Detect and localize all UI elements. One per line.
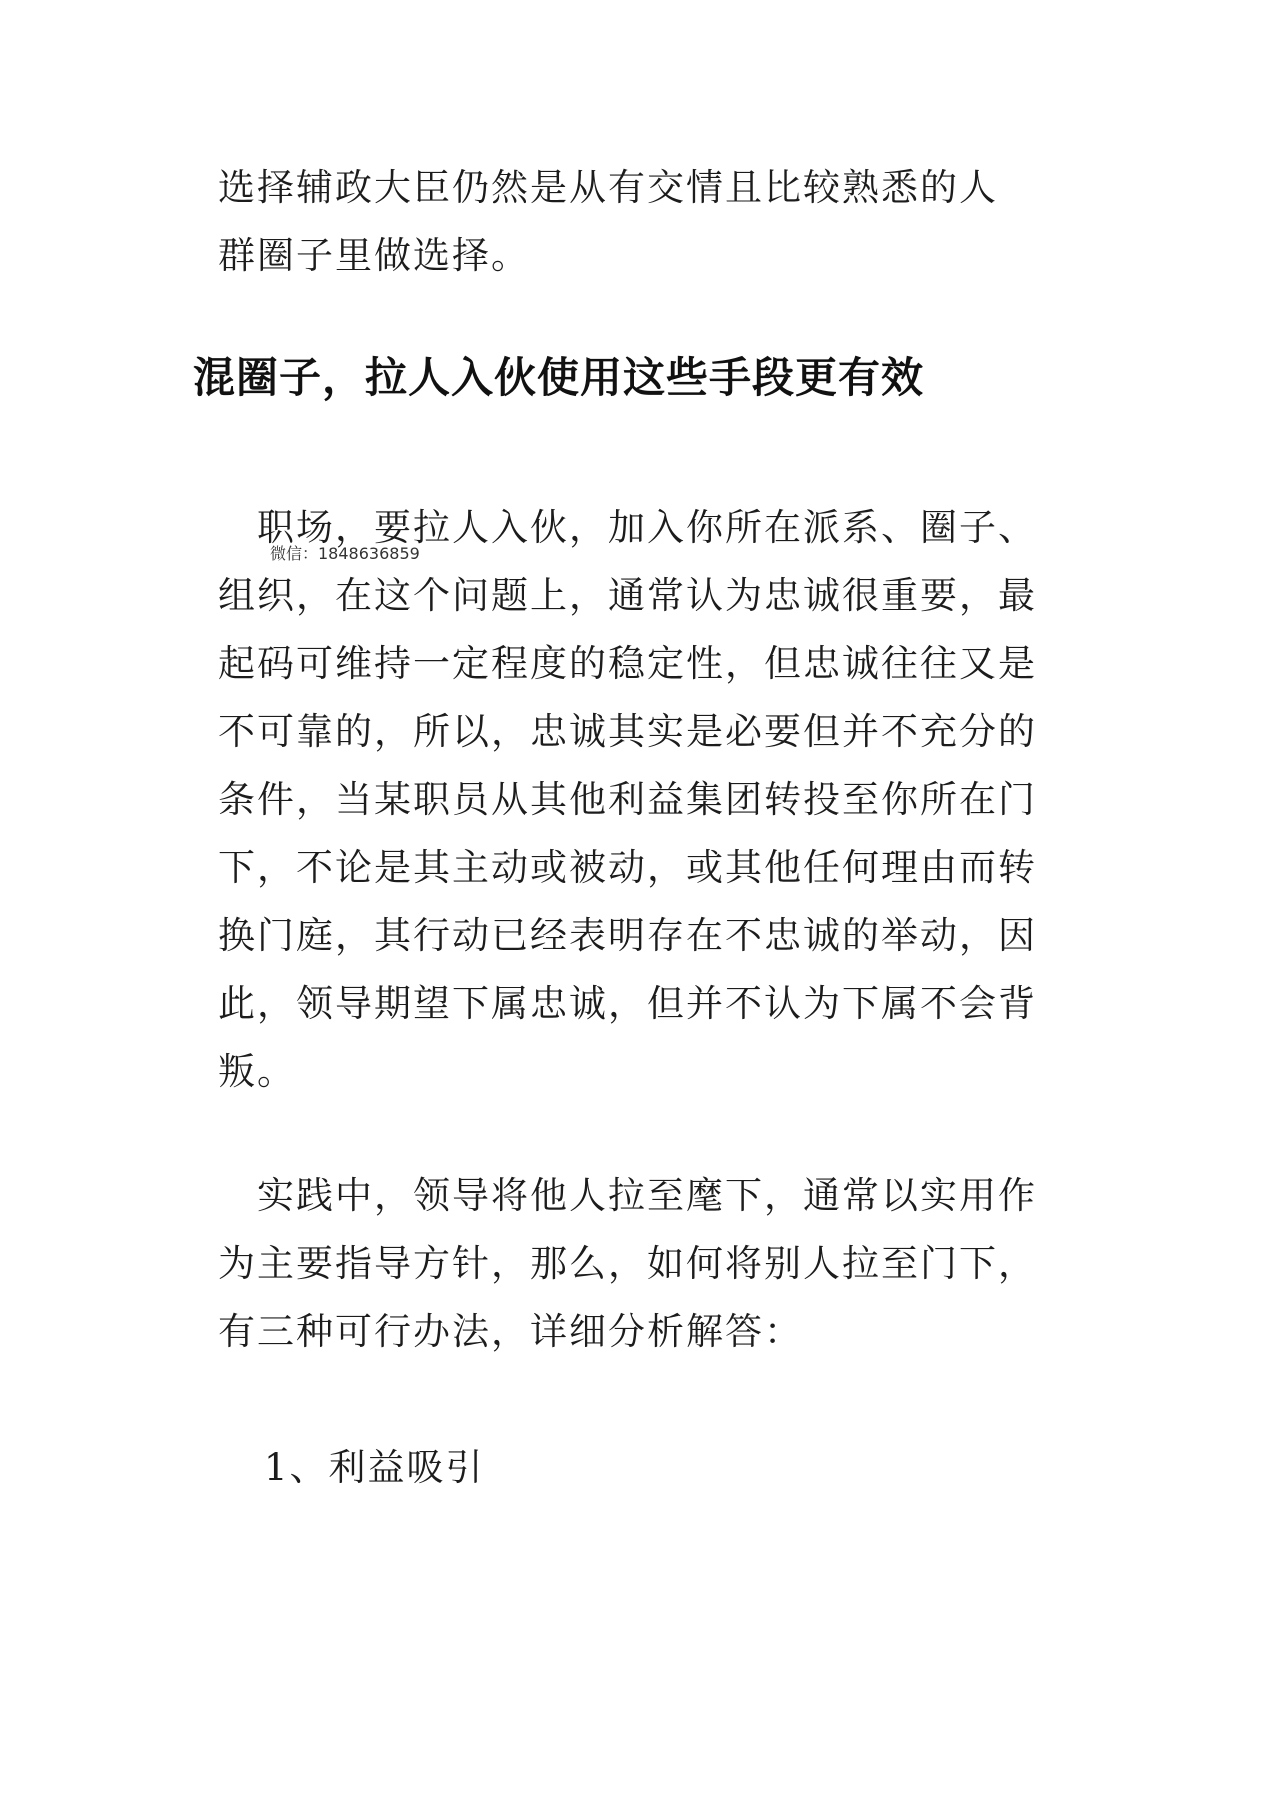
paragraph-line: 有三种可行办法，详细分析解答： xyxy=(218,1310,803,1353)
list-item-1: 1、利益吸引 xyxy=(264,1446,485,1489)
paragraph-line: 起码可维持一定程度的稳定性，但忠诚往往又是 xyxy=(218,642,1037,685)
paragraph-line: 职场，要拉人入伙，加入你所在派系、圈子、 xyxy=(218,506,1037,549)
paragraph-line: 为主要指导方针，那么，如何将别人拉至门下， xyxy=(218,1242,1037,1285)
body-paragraph-2 xyxy=(218,1162,1058,1366)
paragraph-line: 选择辅政大臣仍然是从有交情且比较熟悉的人 xyxy=(218,166,998,209)
wechat-watermark: 微信：1848636859 xyxy=(270,544,420,563)
paragraph-line: 下，不论是其主动或被动，或其他任何理由而转 xyxy=(218,846,1037,889)
paragraph-line: 此，领导期望下属忠诚，但并不认为下属不会背 xyxy=(218,982,1037,1025)
section-heading: 混圈子，拉人入伙使用这些手段更有效 xyxy=(193,353,925,402)
paragraph-line: 组织，在这个问题上，通常认为忠诚很重要，最 xyxy=(218,574,1037,617)
paragraph-line: 条件，当某职员从其他利益集团转投至你所在门 xyxy=(218,778,1037,821)
paragraph-line: 实践中，领导将他人拉至麾下，通常以实用作 xyxy=(218,1174,1037,1217)
paragraph-line: 换门庭，其行动已经表明存在不忠诚的举动，因 xyxy=(218,914,1037,957)
body-paragraph-1 xyxy=(218,494,1058,1106)
paragraph-line: 叛。 xyxy=(218,1050,296,1093)
intro-paragraph xyxy=(218,154,1058,290)
paragraph-line: 群圈子里做选择。 xyxy=(218,234,530,277)
paragraph-line: 不可靠的，所以，忠诚其实是必要但并不充分的 xyxy=(218,710,1037,753)
